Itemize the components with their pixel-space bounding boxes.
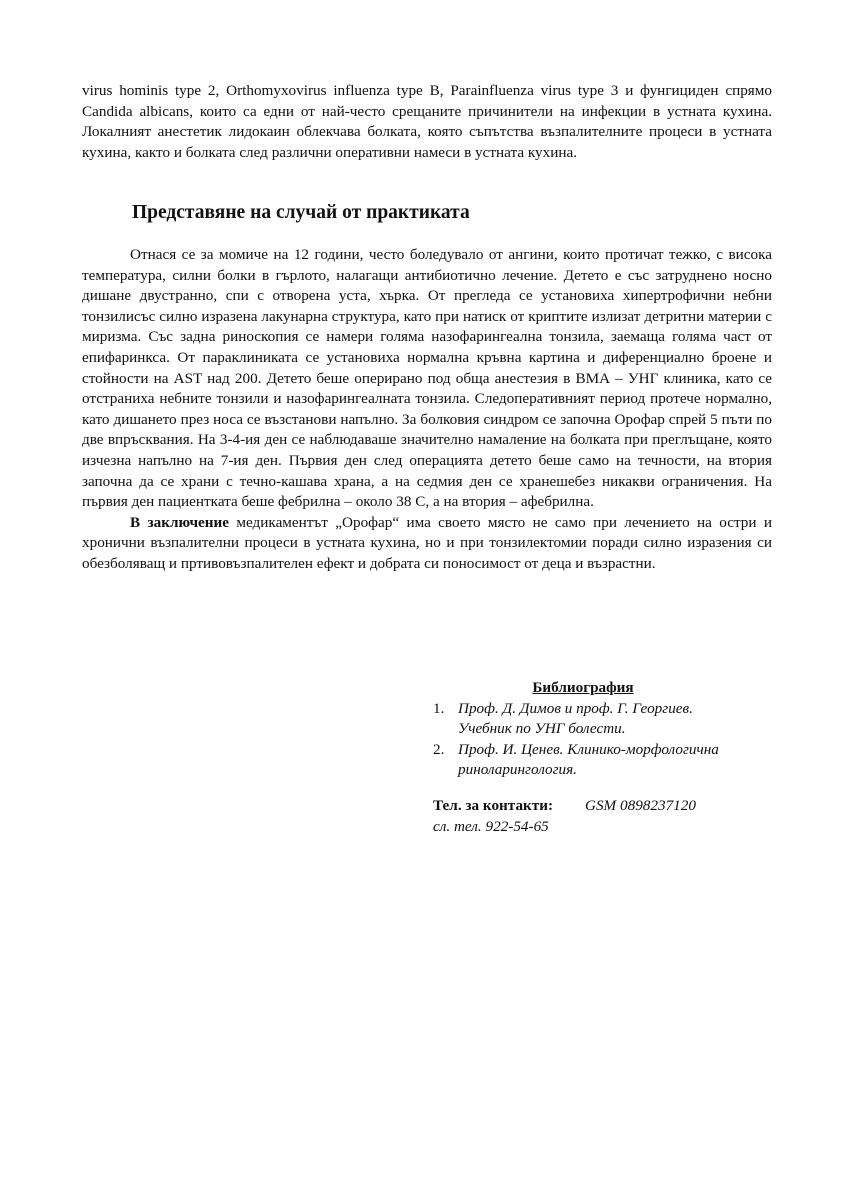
case-body bbox=[82, 245, 772, 575]
contact-label: Тел. за контакти: bbox=[433, 797, 554, 814]
case-paragraph: Отнася се за момиче на 12 години, често боледувало от ангини, които протичат тежко, с висока температура, силни болки в гърлото, налагащи антибиотично лечение. Детето е със затруднено носно дишане двустранно, спи с отворена уста, хърка. От прегледа се установиха хипертрофични небни тонзилисъс силно изразена лакунарна структура, като при натиск от криптите излизат детритни материи с миризма. Със задна риноскопия се намери голяма назофарингеална тонзила, заемаща голяма част от епифаринкса. От параклиниката се установиха нормална кръвна картина и диференциално броене и стойности на AST над 200. Детето беше оперирано под обща анестезия в ВМА – УНГ клиника, като се отстраниха небните тонзили и назофарингеалната тонзила. Следоперативният период протече нормално, като дишането през носа се възстанови напълно. За болковия синдром се започна Орофар спрей 5 пъти по две впръсквания. На 3-4-ия ден се наблюдаваше значително намаление на болката при преглъщане, която изчезна напълно на 7-ия ден. Първия ден след операцията детето беше само на течности, на втория започна да се храни с течно-кашава храна, а на седмия ден се хранешебез никакви ограничения. На първия ден пациентката беше фебрилна – около 38 С, а на втория – афебрилна. bbox=[82, 246, 772, 511]
contact-gsm: GSM 0898237120 bbox=[585, 797, 696, 814]
bibliography-item bbox=[433, 699, 793, 740]
conclusion-text: медикаментът „Орофар“ има своето място не само при лечението на остри и хронични възпалителни процеси в устната кухина, но и при тонзилектомии поради силно изразения си обезболяващ и пртивовъзпалителен ефект и добрата си поносимост от деца и възрастни. bbox=[82, 513, 772, 572]
case-heading: Представяне на случай от практиката bbox=[132, 202, 470, 223]
contact-phone: сл. тел. 922-54-65 bbox=[433, 817, 549, 835]
bibliography-title: Библиография bbox=[532, 679, 634, 696]
bibliography-item-number: 2. bbox=[433, 740, 445, 758]
intro-paragraph bbox=[82, 81, 772, 163]
bibliography-item-number: 1. bbox=[433, 699, 445, 717]
conclusion-lead: В заключение bbox=[130, 513, 230, 531]
bibliography-item-text: Проф. И. Ценев. Клинико-морфологична риноларингология. bbox=[458, 740, 719, 779]
contact-block bbox=[433, 796, 793, 837]
contact-line-gsm bbox=[433, 796, 793, 817]
bibliography-list bbox=[433, 699, 793, 781]
conclusion-paragraph bbox=[82, 513, 772, 575]
bibliography bbox=[433, 678, 793, 781]
bibliography-item-text: Проф. Д. Димов и проф. Г. Георгиев. Учебник по УНГ болести. bbox=[458, 699, 693, 738]
bibliography-item bbox=[433, 740, 793, 781]
intro-text: virus hominis type 2, Orthomyxovirus influenza type B, Parainfluenza virus type 3 и фунгициден спрямо Candida albicans, които са едни от най-често срещаните причинители на инфекции в устната кухина. Локалният анестетик лидокаин облекчава болката, която съпътства възпалителните процеси в устната кухина, както и болката след различни оперативни намеси в устната кухина. bbox=[82, 82, 772, 161]
